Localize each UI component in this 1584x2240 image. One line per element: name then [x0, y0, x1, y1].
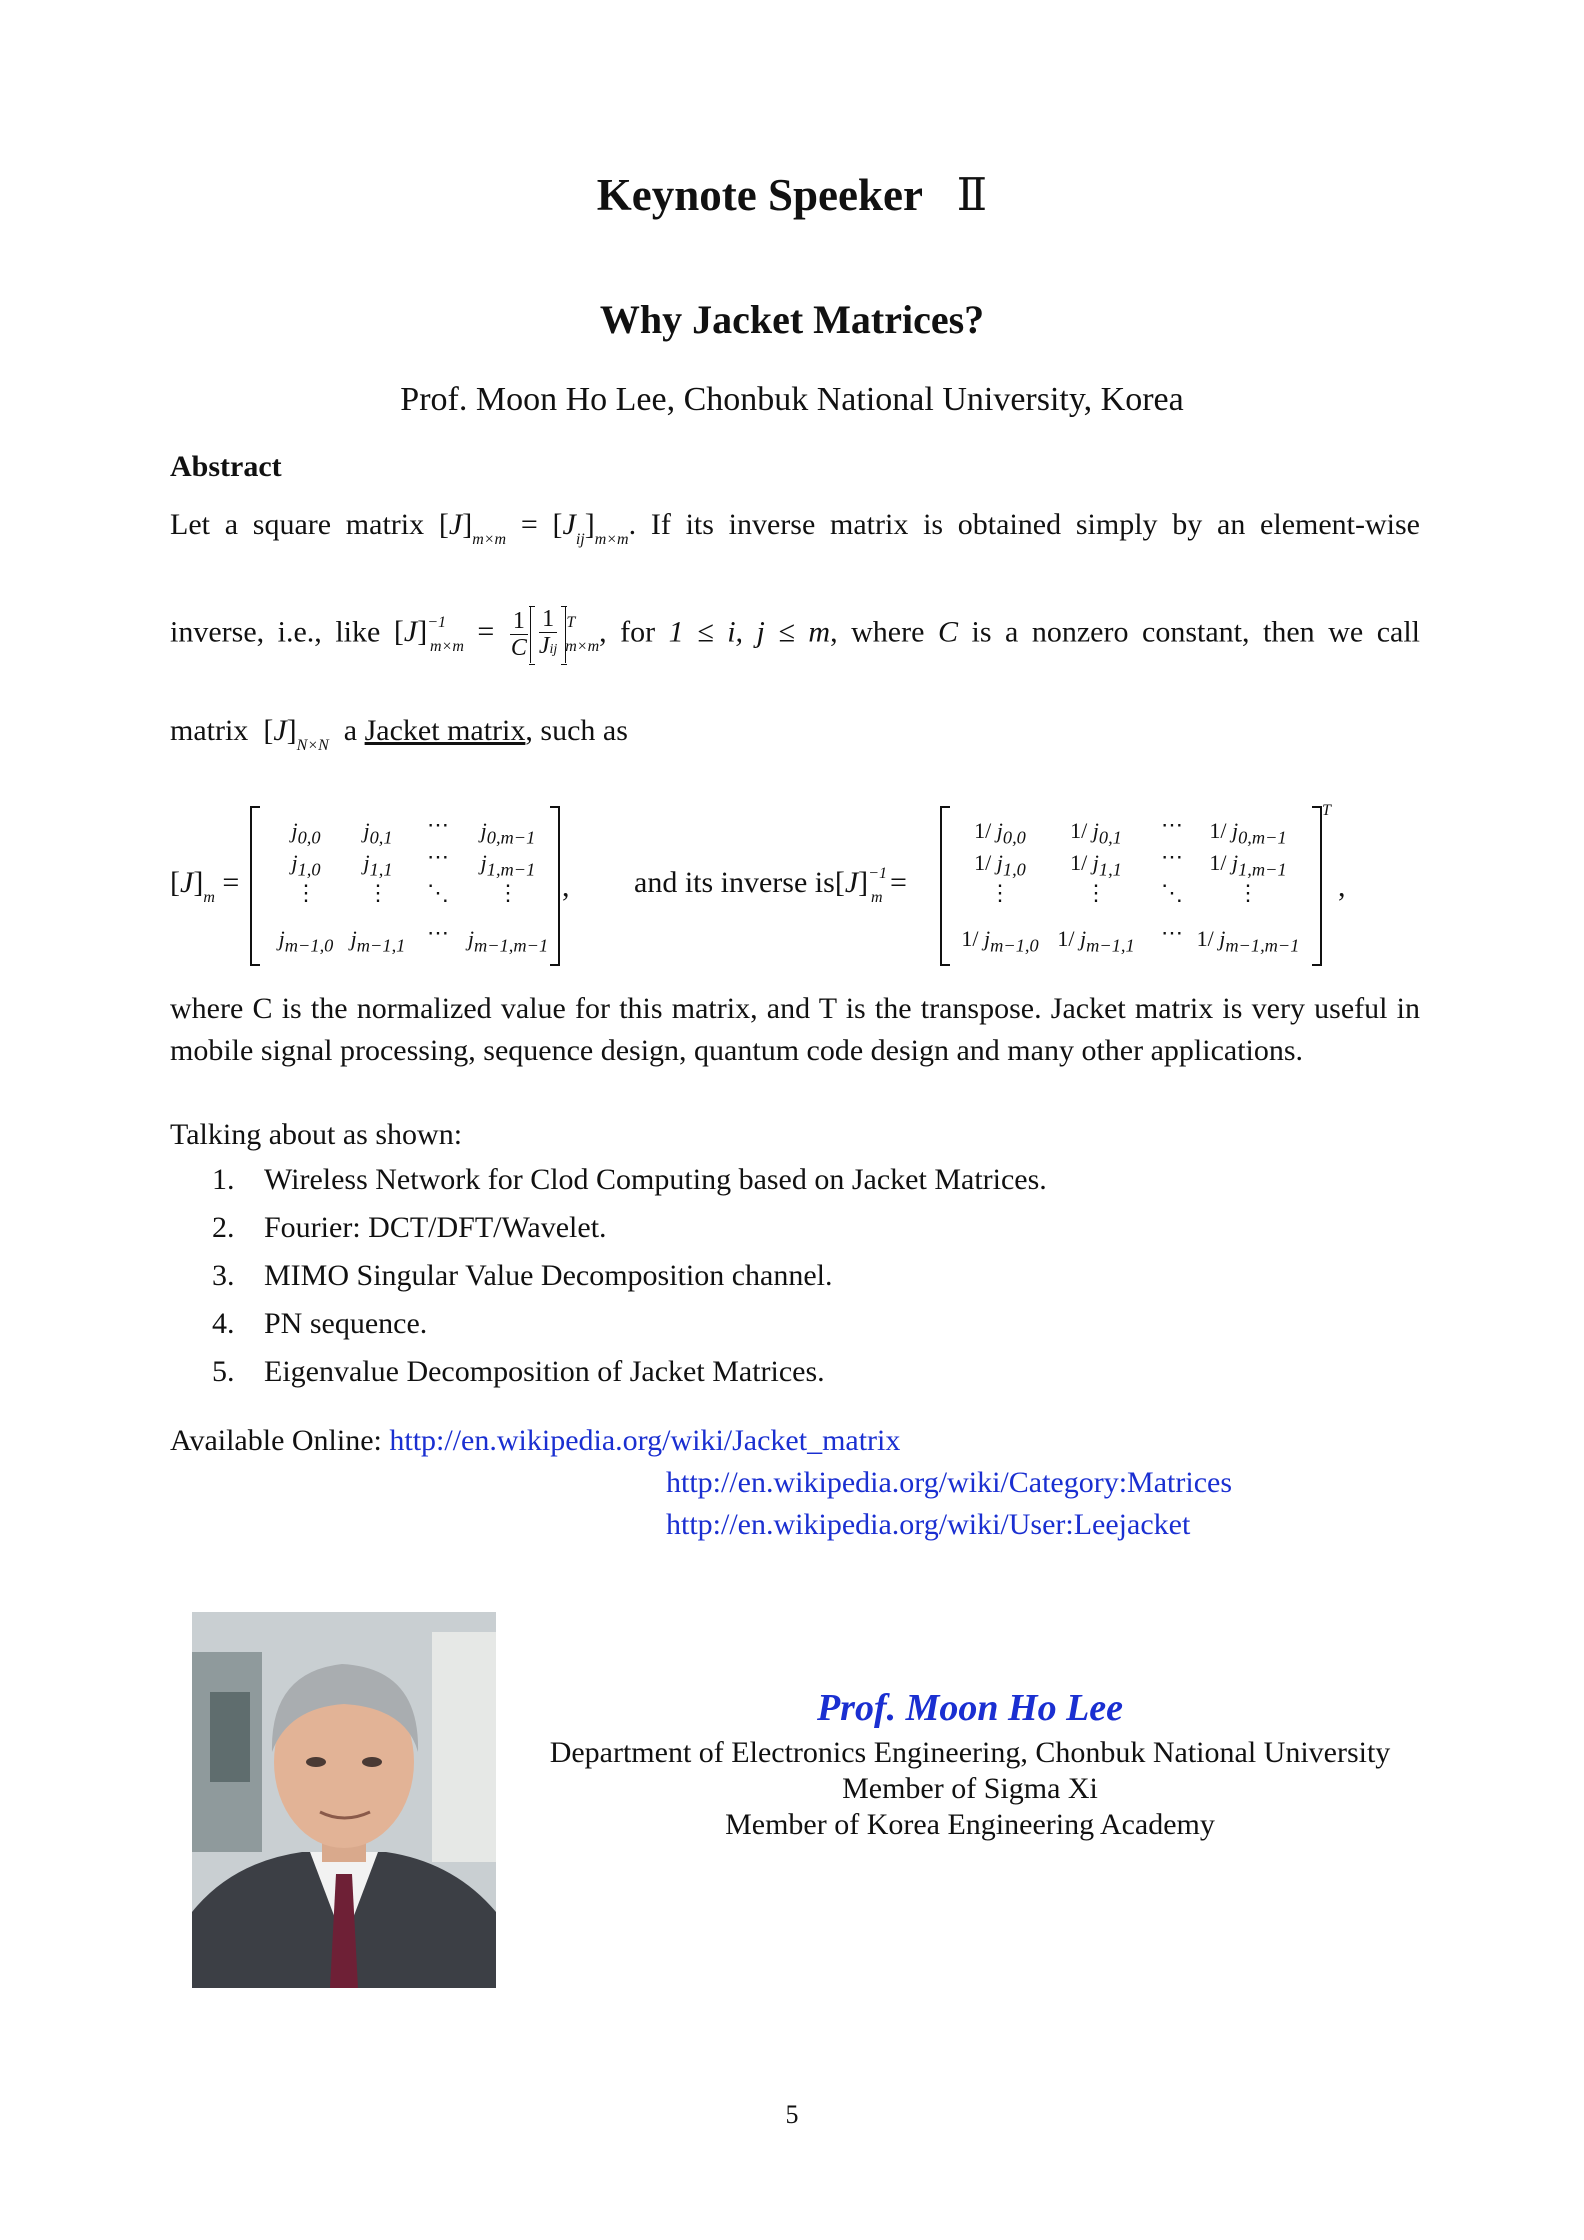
jacket-matrix-term: Jacket matrix	[364, 714, 526, 747]
talk-title: Why Jacket Matrices?	[599, 297, 985, 342]
formula-inverse-definition: $[J]^{-1}_{m\times m}$ = $\frac{1}{C}$ $\frac{1}{\text{Jij}}$ $^T_{m\times m}$	[393, 606, 600, 661]
speaker-department: Department of Electronics Engineering, Chonbuk National University	[549, 1736, 1391, 1769]
matrix-j-label: $[J]_m$ =	[170, 866, 240, 906]
page-number: 5	[785, 2100, 799, 2129]
abstract-heading: Abstract	[170, 450, 282, 483]
matrix-inverse-label: and its inverse $is[J]^{-1}_m$ =	[634, 865, 907, 906]
speaker-name: Prof. Moon Ho Lee	[816, 1687, 1124, 1729]
list-item: 5. Eigenvalue Decomposition of Jacket Matrices.	[212, 1355, 825, 1388]
topic-list	[212, 1156, 1047, 1396]
abstract-line-2: inverse, i.e., like $[J]^{-1}_{m\times m}$ = $\frac{1}{C}$ $\frac{1}{\text{Jij}}$ $^T_{m\times m}$, for 1 ≤ i, j ≤ m, where C is a nonzero constant, then we call	[170, 606, 1421, 661]
abstract-line-3: matrix $[J]_{N\times N}$ a Jacket matrix, such as	[170, 714, 628, 754]
talking-about: Talking about as shown:	[170, 1118, 463, 1151]
link-user-leejacket[interactable]: http://en.wikipedia.org/wiki/User:Leejacket	[666, 1508, 1191, 1541]
keynote-numeral: Ⅱ	[956, 170, 988, 220]
speaker-membership-academy: Member of Korea Engineering Academy	[725, 1808, 1215, 1841]
formula-index-range: 1 ≤ i, j ≤ m	[668, 615, 831, 649]
matrix-j-inverse: 1/ $j_{0,0}$ 1/ $j_{0,1}$ ⋯ 1/ $j_{0,m-1}$ 1/ $j_{1,0}$ 1/ $j_{1,1}$ ⋯ 1/ $j_{1,m-1}$ ⋮ ⋮ ⋱ ⋮ 1/ $j_{m-1,0}$ 1/ $j_{m-1,1}$ ⋯ 1/ $j_{m-1,m-1}$	[940, 808, 1322, 964]
speaker-membership-sigma-xi: Member of Sigma Xi	[842, 1772, 1098, 1805]
abstract-line-1: Let a square matrix $[J]_{m\times m} = [J_{ij}]_{m\times m}$. If its inverse matrix is obtained simply by an element-wise	[170, 508, 1420, 548]
keynote-title: Keynote Speeker Ⅱ	[596, 170, 988, 220]
speaker-photo	[192, 1612, 496, 1988]
list-item: 3. MIMO Singular Value Decomposition channel.	[212, 1259, 833, 1292]
portrait-image	[192, 1612, 496, 1988]
list-item: 2. Fourier: DCT/DFT/Wavelet.	[212, 1211, 607, 1244]
talk-author: Prof. Moon Ho Lee, Chonbuk National University, Korea	[400, 381, 1184, 418]
link-jacket-matrix[interactable]: http://en.wikipedia.org/wiki/Jacket_matrix	[389, 1424, 901, 1457]
formula-jacket-nxn: $[J]_{N\times N}$	[263, 714, 329, 754]
matrix-j: $j_{0,0}$ $j_{0,1}$ ⋯ $j_{0,m-1}$ $j_{1,0}$ $j_{1,1}$ ⋯ $j_{1,m-1}$ ⋮ ⋮ ⋱ ⋮ $j_{m-1,0}$ $j_{m-1,1}$ ⋯ $j_{m-1,m-1}$	[250, 808, 560, 964]
abstract-paragraph: where C is the normalized value for this matrix, and T is the transpose. Jacket matrix is very useful in mobile signal processing, sequence design, quantum code design and many other applications.	[170, 992, 1420, 1067]
formula-constant-c: C	[937, 615, 958, 649]
available-online: Available Online: http://en.wikipedia.org/wiki/Jacket_matrix	[170, 1424, 901, 1457]
link-category-matrices[interactable]: http://en.wikipedia.org/wiki/Category:Matrices	[666, 1466, 1233, 1499]
list-item: 1. Wireless Network for Clod Computing based on Jacket Matrices.	[212, 1163, 1047, 1196]
formula-square-matrix: $[J]_{m\times m} = [J_{ij}]_{m\times m}$	[438, 508, 629, 548]
list-item: 4. PN sequence.	[212, 1307, 428, 1340]
